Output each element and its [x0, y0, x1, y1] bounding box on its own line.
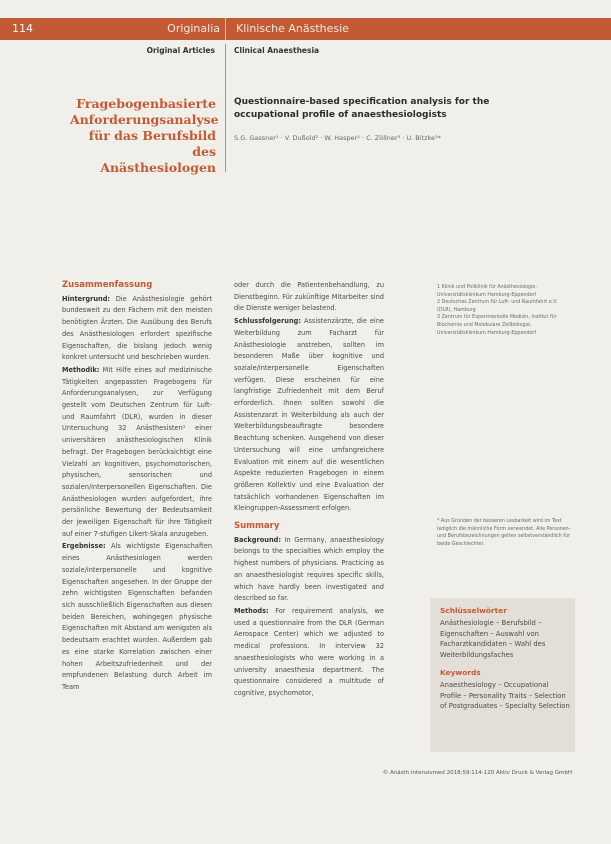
paragraph-methods: [62, 365, 212, 541]
paragraph-text: In Germany, anaesthesiology belongs to the specialties which employ the highest numbers of physicians. Practicing as an anaesthesiologist requires specific skills, which have hardly been investigated and described so far.: [234, 535, 384, 603]
title-de-line: Fragebogenbasierte: [76, 96, 216, 111]
paragraph-label: Ergebnisse:: [62, 542, 106, 551]
paragraph-results: [62, 541, 212, 693]
paragraph-text: oder durch die Patientenbehandlung, zu Dienstbeginn. Für zukünftige Mitarbeiter sind die Dienste weniger belastend.: [234, 281, 384, 313]
paragraph-text: Die Anästhesiologie gehört bundesweit zu den Fächern mit den meisten benötigten Ärzten. Die Ausübung des Berufs des Anästhesiologen erfordert spezifische Eigenschaften, die bislang jedoch wenig konkret untersucht und beschrieben wurden.: [62, 294, 212, 362]
paragraph-label: Hintergrund:: [62, 294, 111, 303]
header-divider: [225, 18, 226, 40]
paragraph-label: Background:: [234, 535, 282, 544]
title-de-line: Anästhesiologen: [100, 160, 216, 175]
keywords-heading-de: Schlüsselwörter: [440, 606, 507, 615]
page-number: 114: [12, 22, 33, 35]
affiliation-item: 2 Deutsches Zentrum für Luft- und Raumfahrt e.V. (DLR), Hamburg: [437, 300, 558, 313]
author-list: S.G. Gassner¹ · V. Dußold² · W. Hasper² · C. Zöllner³ · U. Bitzke³*: [234, 134, 441, 142]
category-en: Clinical Anaesthesia: [234, 46, 320, 55]
title-de: [70, 96, 219, 176]
paragraph-text: Als wichtigste Eigenschaften eines Anästhesiologen werden soziale/interpersonelle und kognitive Eigenschaften angesehen. In der Gruppe der zehn wichtigsten Eigenschaften befanden sich ausschließlich Eigenschaften aus diesen beiden Bereichen, wohingegen physische Eigenschaften mit Abstand am wenigsten als bedeutsam erachtet wurden. Außerdem gab es eine starke Korrelation zwischen einer hohen Arbeitszufriedenheit und der empfundenen Belastung durch Arbeit im Team: [62, 542, 212, 691]
affiliation-item: 1 Klinik und Poliklinik für Anästhesiologie, Universitätsklinikum Hamburg-Eppendorf: [437, 285, 537, 298]
paragraph-conclusion: [234, 316, 384, 515]
paragraph-continued: [234, 280, 384, 315]
header-bar: [0, 18, 611, 40]
keywords-text-en: Anaesthesiology – Occupational Profile – Personality Traits – Selection of Postgraduates – Specialty Selection: [440, 681, 570, 711]
section-de: Originalia: [167, 22, 220, 35]
affiliations: [437, 284, 572, 337]
title-en-line: Questionnaire-based specification analysis for the: [234, 97, 490, 107]
summary-heading: Summary: [234, 521, 280, 532]
keywords-heading-en: Keywords: [440, 668, 481, 677]
section-en: Klinische Anästhesie: [236, 22, 349, 35]
title-de-line: Anforderungsanalyse: [70, 112, 219, 127]
paragraph-summary-background: [234, 535, 384, 605]
abstract-column-en: [234, 280, 384, 701]
paragraph-text: Mit Hilfe eines auf medizinische Tätigkeiten angepassten Fragebogens für Anforderungsanalysen, zur Verfügung gestellt vom Deutschen Zentrum für Luft- und Raumfahrt (DLR), wurden in dieser Untersuchung 32 Anästhesisten¹ einer universitären anästhesiologischen Klinik befragt. Der Fragebogen berücksichtigt eine Vielzahl an kognitiven, psychomotorischen, physischen, sensorischen und sozialen/interpersonellen Eigenschaften. Die Anästhesiologen wurden aufgefordert, ihre persönliche Bewertung der Bedeutsamkeit der jeweiligen Eigenschaft für ihre Tätigkeit auf einer 7-stufigen Likert-Skala anzugeben.: [62, 365, 212, 538]
keywords-box: [430, 598, 575, 752]
title-de-line: für das Berufsbild des: [88, 128, 216, 159]
title-en-line: occupational profile of anaesthesiologists: [234, 110, 447, 120]
title-en: [234, 96, 534, 122]
paragraph-label: Methods:: [234, 606, 269, 615]
abstract-heading-de: Zusammenfassung: [62, 280, 153, 290]
paragraph-text: For requirement analysis, we used a questionnaire from the DLR (German Aerospace Center) which we adjusted to medical professions. In interview 32 anaesthesiologists who were working in a university anaesthesia department. The questionnaire considered a multitude of cognitive, psychomotor,: [234, 606, 384, 697]
page-footer: © Anästh Intensivmed 2018;59:114-120 Aktiv Druck & Verlag GmbH: [382, 770, 572, 776]
footnote: * Aus Gründen der besseren Lesbarkeit wird im Text lediglich die männliche Form verwendet. Alle Personen- und Berufsbezeichnungen gelten selbstverständlich für beide Geschlechter.: [437, 519, 571, 547]
paragraph-summary-methods: [234, 606, 384, 700]
title-divider: [225, 44, 226, 172]
paragraph-label: Methodik:: [62, 365, 100, 374]
paragraph-label: Schlussfolgerung:: [234, 317, 302, 326]
category-de: Original Articles: [146, 46, 215, 55]
abstract-column-de: [62, 280, 212, 695]
keywords-text-de: Anästhesiologie – Berufsbild – Eigenschaften – Auswahl von Facharztkandidaten – Wahl des Weiterbildungsfaches: [440, 619, 546, 659]
paragraph-text: Assistenzärzte, die eine Weiterbildung zum Facharzt für Anästhesiologie anstreben, sollten im besonderen Maße über kognitive und soziale/interpersonelle Eigenschaften verfügen. Diese erscheinen für eine langfristige Zufriedenheit mit dem Beruf erforderlich. Ihnen sollten sowohl die Assistenzarzt in Weiterbildung als auch der Weiterbildungsbeauftragte besondere Beachtung schenken. Ausgehend von dieser Untersuchung will eine umfangreichere Evaluation mit einem auf die wesentlichen Aspekte reduzierten Fragebogen in einem größeren Kollektiv und eine Evaluation der tatsächlich vorhandenen Eigenschaften im Kleingruppen-Assessment erfolgen.: [234, 317, 384, 513]
paragraph-background: [62, 294, 212, 364]
affiliation-item: 3 Zentrum für Experimentelle Medizin, Institut für Biochemie und Molekulare Zellbiologie, Universitätsklinikum Hamburg-Eppendorf: [437, 315, 557, 336]
